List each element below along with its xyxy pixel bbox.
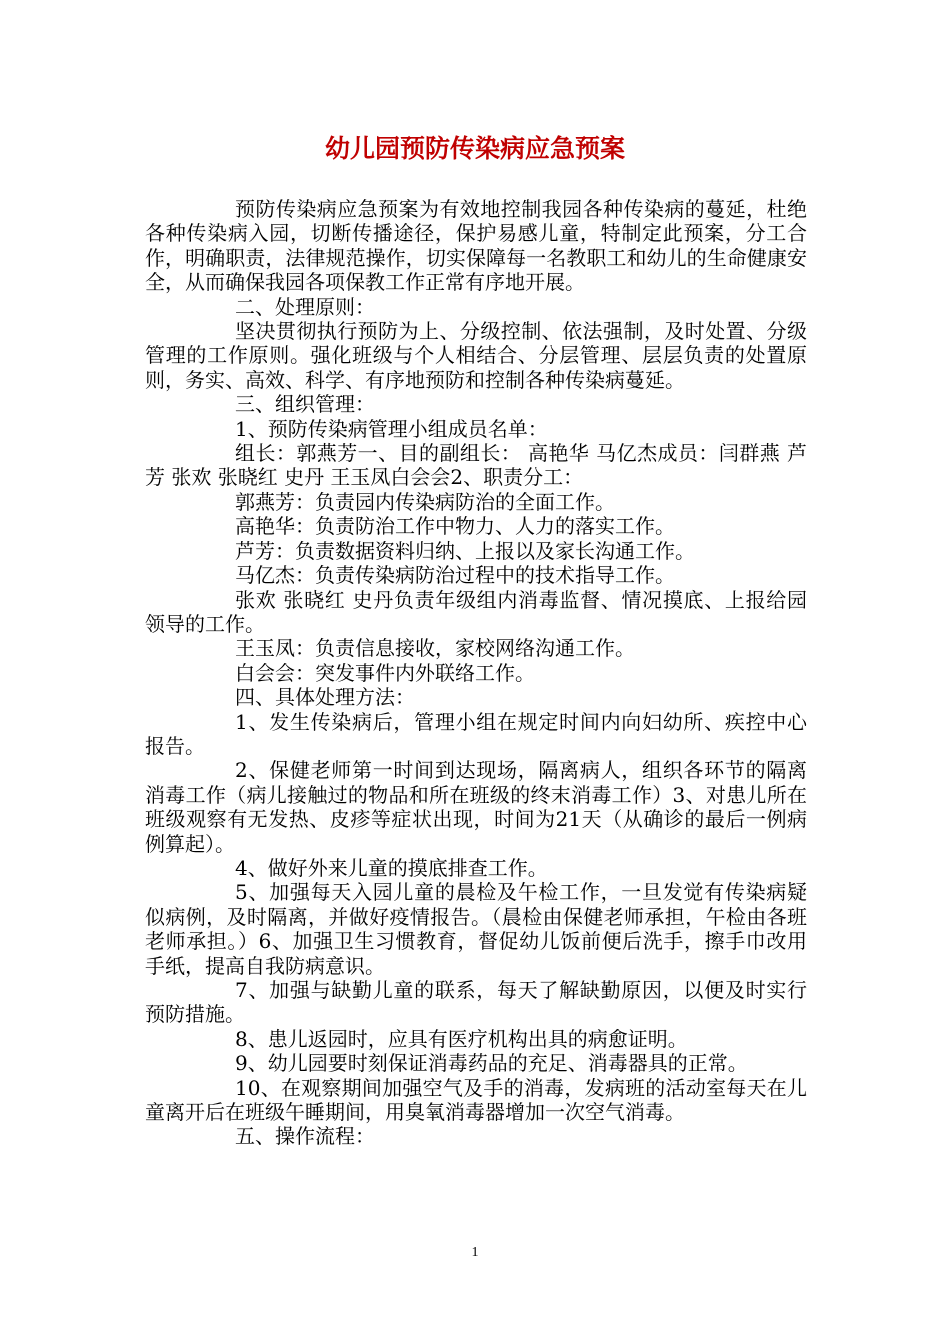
paragraph-duty: 张欢 张晓红 史丹负责年级组内消毒监督、情况摸底、上报给园领导的工作。 bbox=[145, 587, 807, 636]
heading-methods: 四、具体处理方法： bbox=[235, 685, 415, 710]
paragraph-method: 4、做好外来儿童的摸底排查工作。 bbox=[235, 855, 548, 880]
heading-organization: 三、组织管理： bbox=[235, 392, 375, 417]
document-title: 幼儿园预防传染病应急预案 bbox=[324, 134, 625, 163]
paragraph-method: 9、幼儿园要时刻保证消毒药品的充足、消毒器具的正常。 bbox=[235, 1051, 748, 1076]
paragraph-method: 1、发生传染病后，管理小组在规定时间内向妇幼所、疾控中心报告。 bbox=[145, 709, 807, 758]
page-number: 1 bbox=[471, 1245, 479, 1260]
paragraph-principles: 坚决贯彻执行预防为上、分级控制、依法强制，及时处置、分级管理的工作原则。强化班级与个人相结合、分层管理、层层负责的处置原则，务实、高效、科学、有序地预防和控制各种传染病蔓延。 bbox=[145, 319, 807, 392]
paragraph-method: 8、患儿返园时，应具有医疗机构出具的病愈证明。 bbox=[235, 1026, 688, 1051]
paragraph-duty: 白会会：突发事件内外联络工作。 bbox=[235, 660, 535, 685]
paragraph-method: 10、在观察期间加强空气及手的消毒，发病班的活动室每天在儿童离开后在班级午睡期间，用臭氧消毒器增加一次空气消毒。 bbox=[145, 1075, 807, 1125]
paragraph-duty: 芦芳：负责数据资料归纳、上报以及家长沟通工作。 bbox=[235, 538, 695, 563]
heading-process: 五、操作流程： bbox=[235, 1124, 375, 1149]
paragraph-duty: 郭燕芳：负责园内传染病防治的全面工作。 bbox=[235, 489, 615, 514]
paragraph-duty: 高艳华：负责防治工作中物力、人力的落实工作。 bbox=[235, 514, 675, 539]
paragraph-method: 7、加强与缺勤儿童的联系，每天了解缺勤原因，以便及时实行预防措施。 bbox=[145, 978, 807, 1027]
paragraph-method: 2、保健老师第一时间到达现场，隔离病人，组织各环节的隔离消毒工作（病儿接触过的物品和所在班级的终末消毒工作）3、对患儿所在班级观察有无发热、皮疹等症状出现，时间为21天（从确诊的最后一例病例算起）。 bbox=[145, 758, 807, 856]
heading-principles: 二、处理原则： bbox=[235, 294, 375, 319]
paragraph-members: 组长：郭燕芳一、目的副组长： 高艳华 马亿杰成员：闫群燕 芦芳 张欢 张晓红 史丹 王玉凤白会会2、职责分工： bbox=[145, 441, 807, 490]
paragraph-duty: 马亿杰：负责传染病防治过程中的技术指导工作。 bbox=[235, 563, 675, 588]
paragraph-intro: 预防传染病应急预案为有效地控制我园各种传染病的蔓延，杜绝各种传染病入园，切断传播途径，保护易感儿童，特制定此预案，分工合作，明确职责，法律规范操作，切实保障每一名教职工和幼儿的生命健康安全，从而确保我园各项保教工作正常有序地开展。 bbox=[145, 197, 807, 295]
paragraph-method: 5、加强每天入园儿童的晨检及午检工作，一旦发觉有传染病疑似病例，及时隔离，并做好疫情报告。（晨检由保健老师承担，午检由各班老师承担。）6、加强卫生习惯教育，督促幼儿饭前便后洗手，擦手巾改用手纸，提高自我防病意识。 bbox=[145, 880, 807, 978]
paragraph-member-list-title: 1、预防传染病管理小组成员名单： bbox=[235, 416, 548, 441]
paragraph-duty: 王玉凤：负责信息接收，家校网络沟通工作。 bbox=[235, 636, 635, 661]
document-body bbox=[145, 197, 807, 1149]
